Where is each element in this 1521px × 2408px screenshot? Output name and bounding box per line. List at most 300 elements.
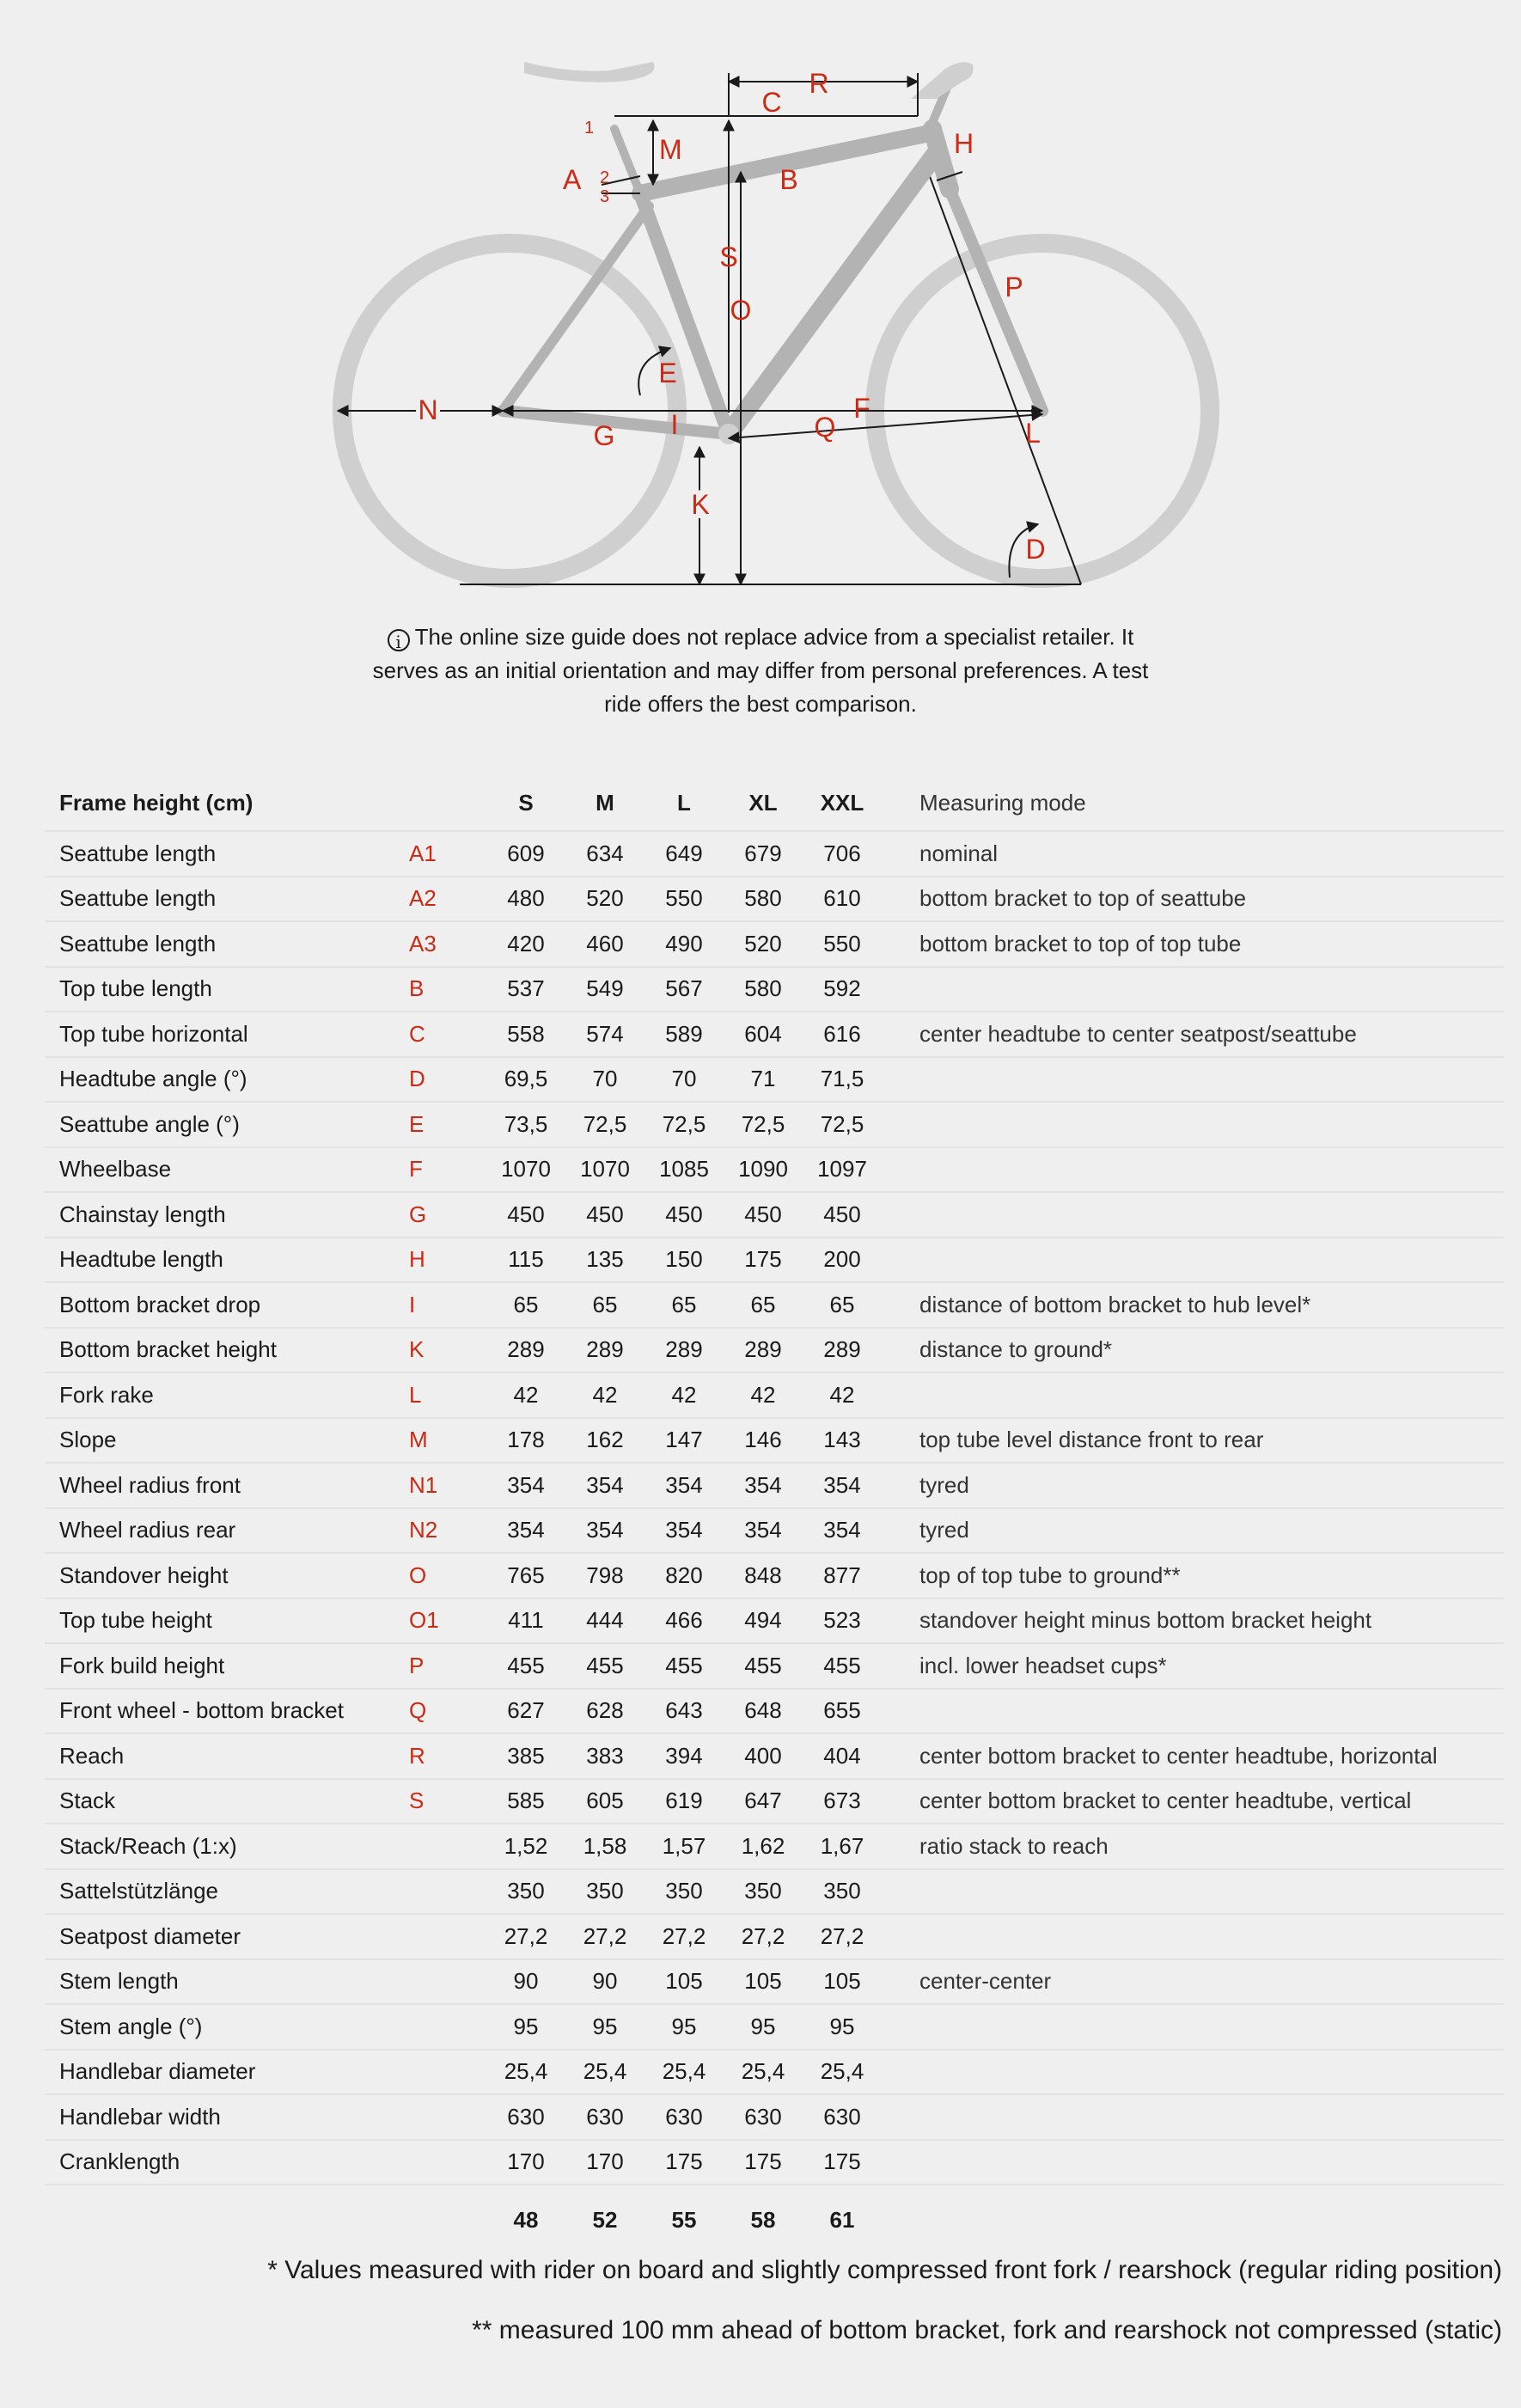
row-measuring-mode [882,2094,1504,2140]
row-value-l: 450 [644,1192,724,1238]
table-row [45,1508,1504,1554]
label-N: N [418,394,438,425]
table-row [45,2004,1504,2050]
row-code: A1 [409,831,486,877]
row-measuring-mode: standover height minus bottom bracket height [882,1598,1504,1644]
frame-height-xxl: 61 [803,2185,882,2254]
label-S: S [719,241,738,272]
row-value-m: 354 [565,1508,644,1554]
table-row [45,877,1504,922]
table-row [45,1418,1504,1464]
row-value-xxl: 105 [803,1959,882,2005]
row-measuring-mode: tyred [882,1508,1504,1554]
row-value-m: 460 [565,921,644,967]
row-value-l: 289 [644,1328,724,1373]
table-row [45,1689,1504,1734]
row-value-l: 490 [644,921,724,967]
row-value-l: 350 [644,1869,724,1915]
footnote-single-asterisk: * Values measured with rider on board and slightly compressed front fork / rearshock (regular riding position) [267,2256,1502,2284]
label-F: F [853,393,870,424]
row-value-m: 42 [565,1372,644,1418]
row-code [409,1914,486,1959]
row-value-m: 90 [565,1959,644,2005]
label-Q: Q [814,412,836,443]
row-value-xl: 65 [724,1282,803,1328]
row-value-l: 354 [644,1463,724,1508]
row-value-m: 25,4 [565,2050,644,2095]
row-measuring-mode [882,967,1504,1012]
row-value-m: 1,58 [565,1824,644,1869]
row-code: G [409,1192,486,1238]
row-value-l: 643 [644,1689,724,1734]
row-value-s: 178 [486,1418,565,1464]
row-code: I [409,1282,486,1328]
row-name: Wheelbase [45,1147,409,1193]
row-name: Seatpost diameter [45,1914,409,1959]
row-value-xl: 494 [724,1598,803,1644]
row-name: Handlebar diameter [45,2050,409,2095]
row-value-s: 289 [486,1328,565,1373]
label-O: O [730,295,752,326]
row-value-s: 420 [486,921,565,967]
row-code: N1 [409,1463,486,1508]
row-value-xl: 604 [724,1011,803,1057]
row-value-xxl: 354 [803,1463,882,1508]
frame-height-m: 52 [565,2185,644,2254]
row-value-l: 589 [644,1011,724,1057]
row-value-l: 70 [644,1057,724,1103]
row-value-s: 537 [486,967,565,1012]
row-value-l: 619 [644,1779,724,1824]
header-measuring-mode: Measuring mode [919,790,1086,816]
row-measuring-mode [882,1192,1504,1238]
row-code: M [409,1418,486,1464]
row-value-xxl: 350 [803,1869,882,1915]
row-code: R [409,1733,486,1779]
row-value-xxl: 72,5 [803,1102,882,1147]
row-value-m: 135 [565,1238,644,1283]
row-value-s: 455 [486,1643,565,1689]
label-K: K [691,489,710,520]
row-value-xxl: 877 [803,1553,882,1598]
row-value-m: 95 [565,2004,644,2050]
row-code: K [409,1328,486,1373]
row-value-s: 115 [486,1238,565,1283]
frame-height-l: 55 [644,2185,724,2254]
label-C: C [761,87,782,118]
row-name: Sattelstützlänge [45,1869,409,1915]
row-value-m: 634 [565,831,644,877]
row-code [409,2050,486,2095]
row-value-s: 350 [486,1869,565,1915]
table-row [45,1824,1504,1869]
disclaimer-text: The online size guide does not replace advice from a specialist retailer. It serves as an initial orientation and may differ from personal preferences. A test ride offers the best comparison. [372,624,1149,717]
row-code: A2 [409,877,486,922]
row-measuring-mode: center-center [882,1959,1504,2005]
table-row [45,1372,1504,1418]
row-value-s: 627 [486,1689,565,1734]
row-value-l: 466 [644,1598,724,1644]
row-measuring-mode: distance of bottom bracket to hub level* [882,1282,1504,1328]
label-M: M [659,134,682,165]
row-value-xl: 71 [724,1057,803,1103]
row-value-xxl: 143 [803,1418,882,1464]
row-value-xl: 105 [724,1959,803,2005]
row-code: L [409,1372,486,1418]
table-header-row [45,776,1504,831]
row-value-xxl: 630 [803,2094,882,2140]
row-code [409,2140,486,2185]
row-value-l: 72,5 [644,1102,724,1147]
row-measuring-mode [882,1102,1504,1147]
row-value-s: 450 [486,1192,565,1238]
row-name: Headtube angle (°) [45,1057,409,1103]
saddle [524,62,655,83]
row-value-s: 65 [486,1282,565,1328]
row-value-m: 72,5 [565,1102,644,1147]
row-value-s: 170 [486,2140,565,2185]
row-value-s: 354 [486,1463,565,1508]
row-value-m: 65 [565,1282,644,1328]
row-value-xxl: 25,4 [803,2050,882,2095]
header-size-m: M [596,790,614,816]
row-value-xl: 400 [724,1733,803,1779]
row-value-l: 27,2 [644,1914,724,1959]
row-value-l: 42 [644,1372,724,1418]
label-H: H [954,128,974,159]
footer-label [45,2185,409,2254]
label-E: E [658,358,677,388]
row-value-xl: 648 [724,1689,803,1734]
size-guide-disclaimer [370,620,1151,721]
table-row [45,2094,1504,2140]
row-value-s: 385 [486,1733,565,1779]
row-name: Seattube angle (°) [45,1102,409,1147]
row-value-xl: 455 [724,1643,803,1689]
row-measuring-mode [882,2050,1504,2095]
table-row [45,1959,1504,2005]
row-code [409,1959,486,2005]
table-row [45,831,1504,877]
row-value-s: 69,5 [486,1057,565,1103]
row-value-xl: 647 [724,1779,803,1824]
row-value-xl: 1,62 [724,1824,803,1869]
row-name: Slope [45,1418,409,1464]
table-row [45,1282,1504,1328]
row-value-m: 444 [565,1598,644,1644]
label-2: 2 [600,168,610,187]
row-code: H [409,1238,486,1283]
row-value-xxl: 1097 [803,1147,882,1193]
header-size-l: L [677,790,691,816]
row-measuring-mode [882,1689,1504,1734]
row-name: Fork build height [45,1643,409,1689]
row-value-xxl: 450 [803,1192,882,1238]
row-measuring-mode: bottom bracket to top of top tube [882,921,1504,967]
header-size-xxl: XXL [820,790,864,816]
row-value-xl: 95 [724,2004,803,2050]
row-value-xl: 72,5 [724,1102,803,1147]
row-measuring-mode: incl. lower headset cups* [882,1643,1504,1689]
table-row [45,1057,1504,1103]
frame-height-s: 48 [486,2185,565,2254]
label-3: 3 [600,187,610,206]
row-value-xl: 146 [724,1418,803,1464]
row-value-m: 455 [565,1643,644,1689]
row-measuring-mode [882,1869,1504,1915]
row-code [409,2004,486,2050]
row-name: Wheel radius front [45,1463,409,1508]
row-value-m: 70 [565,1057,644,1103]
row-value-m: 162 [565,1418,644,1464]
table-row [45,1914,1504,1959]
table-row [45,1643,1504,1689]
table-row [45,1779,1504,1824]
row-value-xl: 354 [724,1508,803,1554]
fork-axis-line [928,172,1081,584]
row-value-s: 73,5 [486,1102,565,1147]
label-1: 1 [584,119,595,138]
row-code: P [409,1643,486,1689]
row-value-s: 25,4 [486,2050,565,2095]
row-value-m: 630 [565,2094,644,2140]
row-measuring-mode [882,1914,1504,1959]
bike-geometry-diagram [0,0,1521,602]
row-value-m: 605 [565,1779,644,1824]
row-name: Stem angle (°) [45,2004,409,2050]
row-value-s: 27,2 [486,1914,565,1959]
row-code: O [409,1553,486,1598]
header-code [409,776,486,831]
row-value-xl: 175 [724,2140,803,2185]
row-value-xl: 630 [724,2094,803,2140]
row-name: Fork rake [45,1372,409,1418]
row-value-xl: 354 [724,1463,803,1508]
row-value-xl: 520 [724,921,803,967]
row-value-xxl: 200 [803,1238,882,1283]
info-icon: i [388,629,410,651]
table-row [45,921,1504,967]
row-value-xxl: 354 [803,1508,882,1554]
header-size-s: S [518,790,534,816]
row-value-xxl: 616 [803,1011,882,1057]
label-R: R [809,68,829,99]
row-code: B [409,967,486,1012]
table-row [45,2140,1504,2185]
label-I: I [670,409,679,440]
row-value-xxl: 27,2 [803,1914,882,1959]
footer-mode [882,2185,1504,2254]
label-P: P [1005,272,1023,303]
row-value-m: 383 [565,1733,644,1779]
row-name: Reach [45,1733,409,1779]
row-name: Wheel radius rear [45,1508,409,1554]
label-A: A [563,164,582,195]
row-measuring-mode: top of top tube to ground** [882,1553,1504,1598]
row-value-s: 1070 [486,1147,565,1193]
row-measuring-mode: ratio stack to reach [882,1824,1504,1869]
row-value-l: 175 [644,2140,724,2185]
table-row [45,1192,1504,1238]
row-value-xxl: 71,5 [803,1057,882,1103]
label-G: G [593,420,615,451]
table-row [45,1598,1504,1644]
table-body [45,831,1504,2185]
row-value-s: 480 [486,877,565,922]
row-value-xl: 289 [724,1328,803,1373]
row-name: Handlebar width [45,2094,409,2140]
row-value-s: 354 [486,1508,565,1554]
row-measuring-mode: nominal [882,831,1504,877]
row-code: O1 [409,1598,486,1644]
table-row [45,1238,1504,1283]
header-size-xl: XL [748,790,778,816]
row-value-l: 820 [644,1553,724,1598]
row-value-xl: 25,4 [724,2050,803,2095]
row-name: Front wheel - bottom bracket [45,1689,409,1734]
row-code: E [409,1102,486,1147]
row-value-l: 354 [644,1508,724,1554]
table-row [45,1102,1504,1147]
row-value-xl: 580 [724,877,803,922]
row-value-l: 150 [644,1238,724,1283]
dimension-labels [418,68,1045,565]
row-code: C [409,1011,486,1057]
row-value-s: 765 [486,1553,565,1598]
row-code [409,2094,486,2140]
row-name: Headtube length [45,1238,409,1283]
row-value-l: 394 [644,1733,724,1779]
row-value-l: 65 [644,1282,724,1328]
row-name: Chainstay length [45,1192,409,1238]
footer-code [409,2185,486,2254]
row-value-m: 1070 [565,1147,644,1193]
row-code: N2 [409,1508,486,1554]
row-value-l: 630 [644,2094,724,2140]
row-value-xxl: 523 [803,1598,882,1644]
row-value-m: 354 [565,1463,644,1508]
footnote-double-asterisk: ** measured 100 mm ahead of bottom bracket, fork and rearshock not compressed (static) [472,2316,1502,2344]
row-value-xl: 27,2 [724,1914,803,1959]
row-name: Seattube length [45,831,409,877]
row-code: Q [409,1689,486,1734]
row-value-xl: 350 [724,1869,803,1915]
row-value-xxl: 175 [803,2140,882,2185]
row-measuring-mode [882,1057,1504,1103]
row-value-l: 147 [644,1418,724,1464]
row-value-l: 1085 [644,1147,724,1193]
row-measuring-mode: tyred [882,1463,1504,1508]
row-code: S [409,1779,486,1824]
row-value-m: 549 [565,967,644,1012]
row-value-xxl: 550 [803,921,882,967]
row-value-xxl: 455 [803,1643,882,1689]
row-value-s: 95 [486,2004,565,2050]
row-name: Standover height [45,1553,409,1598]
row-value-l: 1,57 [644,1824,724,1869]
row-value-xxl: 673 [803,1779,882,1824]
label-D: D [1025,534,1046,565]
row-value-m: 628 [565,1689,644,1734]
row-value-xxl: 289 [803,1328,882,1373]
row-value-s: 558 [486,1011,565,1057]
row-value-m: 450 [565,1192,644,1238]
row-name: Seattube length [45,921,409,967]
row-code [409,1869,486,1915]
table-row [45,2050,1504,2095]
row-value-s: 42 [486,1372,565,1418]
row-value-m: 574 [565,1011,644,1057]
row-value-l: 550 [644,877,724,922]
row-name: Top tube horizontal [45,1011,409,1057]
row-value-xxl: 1,67 [803,1824,882,1869]
row-value-xxl: 592 [803,967,882,1012]
row-measuring-mode [882,2004,1504,2050]
row-measuring-mode: bottom bracket to top of seattube [882,877,1504,922]
row-measuring-mode: center bottom bracket to center headtube, vertical [882,1779,1504,1824]
row-measuring-mode [882,2140,1504,2185]
table-row [45,1553,1504,1598]
row-measuring-mode: distance to ground* [882,1328,1504,1373]
row-value-xxl: 706 [803,831,882,877]
row-name: Top tube height [45,1598,409,1644]
row-value-xl: 679 [724,831,803,877]
geometry-table [45,776,1504,2254]
row-measuring-mode [882,1238,1504,1283]
row-measuring-mode [882,1372,1504,1418]
row-measuring-mode: top tube level distance front to rear [882,1418,1504,1464]
row-value-xxl: 95 [803,2004,882,2050]
stem-handlebar [911,62,974,99]
table-row [45,1147,1504,1193]
row-code [409,1824,486,1869]
row-value-l: 95 [644,2004,724,2050]
row-measuring-mode: center headtube to center seatpost/seattube [882,1011,1504,1057]
row-value-s: 585 [486,1779,565,1824]
table-row [45,967,1504,1012]
row-name: Stem length [45,1959,409,2005]
row-name: Bottom bracket drop [45,1282,409,1328]
row-value-xxl: 610 [803,877,882,922]
row-value-l: 567 [644,967,724,1012]
row-value-xl: 42 [724,1372,803,1418]
row-value-s: 1,52 [486,1824,565,1869]
row-name: Seattube length [45,877,409,922]
row-value-m: 170 [565,2140,644,2185]
row-value-xxl: 42 [803,1372,882,1418]
row-value-s: 630 [486,2094,565,2140]
row-name: Bottom bracket height [45,1328,409,1373]
table-row [45,1463,1504,1508]
bottom-bracket [718,424,739,444]
row-name: Stack/Reach (1:x) [45,1824,409,1869]
row-value-m: 289 [565,1328,644,1373]
frame-height-xl: 58 [724,2185,803,2254]
row-value-l: 25,4 [644,2050,724,2095]
row-value-s: 609 [486,831,565,877]
table-row [45,1733,1504,1779]
row-value-s: 411 [486,1598,565,1644]
frame-height-row [45,2185,1504,2254]
label-L: L [1025,418,1041,449]
row-name: Stack [45,1779,409,1824]
header-frame-height: Frame height (cm) [59,790,254,816]
row-code: D [409,1057,486,1103]
row-measuring-mode [882,1147,1504,1193]
row-value-xxl: 655 [803,1689,882,1734]
row-value-m: 520 [565,877,644,922]
row-value-m: 27,2 [565,1914,644,1959]
